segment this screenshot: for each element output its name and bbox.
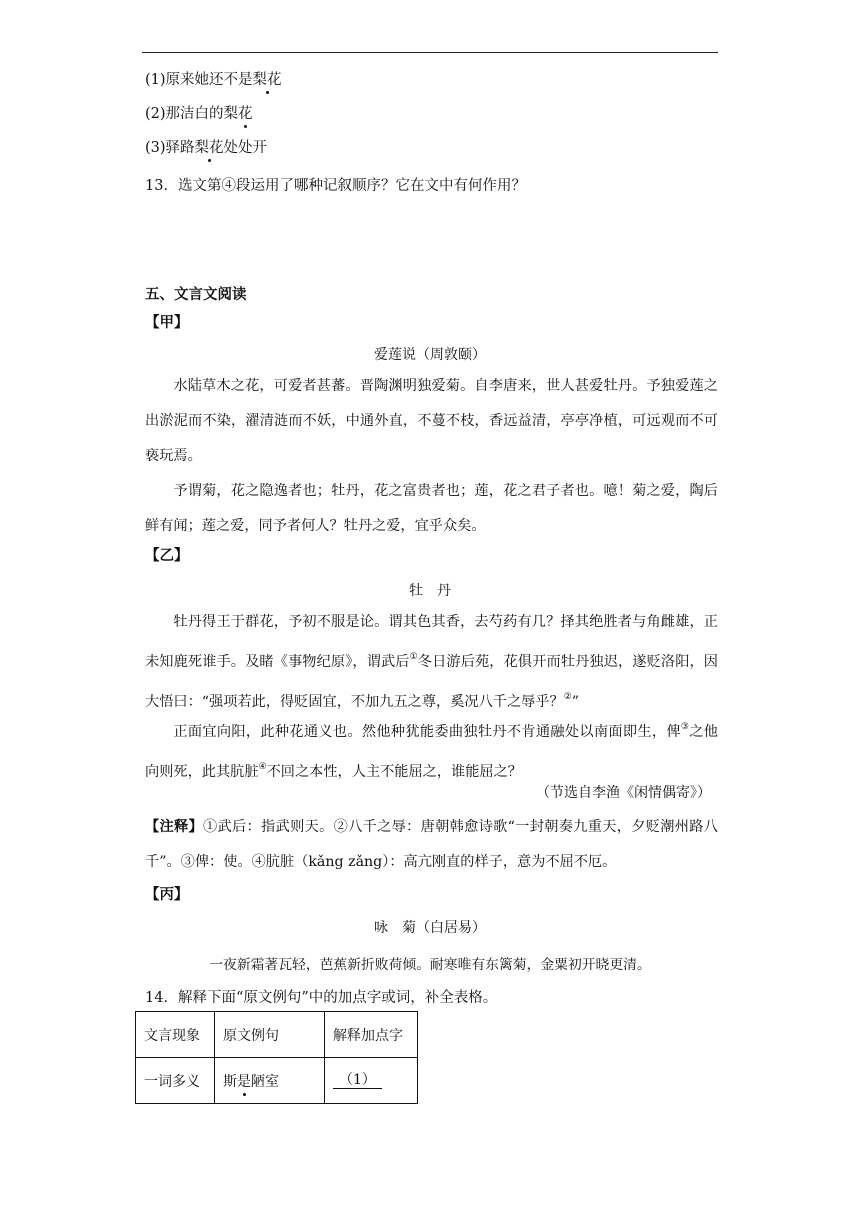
answer-blank[interactable]: （1）: [333, 1072, 382, 1089]
source-citation: （节选自李渔《闲情偶寄》）: [536, 785, 711, 801]
top-rule: [142, 52, 718, 53]
footnote-marker: ②: [563, 692, 572, 702]
question-13: 13．选文第④段运用了哪种记叙顺序？它在文中有何作用？: [145, 178, 526, 194]
passage-label-bing: 【丙】: [145, 886, 189, 903]
table-cell: 斯是陋室: [215, 1058, 325, 1104]
footnote-marker: ③: [680, 722, 690, 732]
passage-title-jia: 爱莲说（周敦颐）: [374, 347, 486, 363]
emphasis-mark: 梨花: [195, 136, 224, 157]
list-item: (3)驿路梨花处处开: [145, 136, 267, 157]
annotation-notes: 【注释】①武后：指武则天。②八千之辱：唐朝韩愈诗歌“一封朝奏九重天，夕贬潮州路八千”。③俾：使。④肮脏（kǎng zǎng）：高亢刚直的样子，意为不屈不厄。: [145, 819, 718, 870]
passage-paragraph: 牡丹得王于群花，予初不服是论。谓其色其香，去芍药有几？择其绝胜者与角雌雄，正未知鹿死谁手。及睹《事物纪原》，谓武后①冬日游后苑，花俱开而牡丹独迟，遂贬洛阳，因大悟曰：“强项若此，得贬固宜，不加九五之尊，奚况八千之辱乎？②”: [145, 614, 718, 710]
passage-label-yi: 【乙】: [145, 547, 189, 564]
question-14: 14．解释下面“原文例句”中的加点字或词，补全表格。: [145, 990, 498, 1006]
emphasis-mark: 梨花: [253, 68, 282, 89]
list-item: (1)原来她还不是梨花: [145, 68, 282, 89]
table-header-cell: 解释加点字: [325, 1012, 418, 1058]
poem-text: 一夜新霜著瓦轻，芭蕉新折败荷倾。耐寒唯有东篱菊，金粟初开晓更清。: [209, 957, 651, 973]
footnote-marker: ①: [409, 652, 418, 662]
table-cell: [325, 1058, 418, 1104]
passage-label-jia: 【甲】: [145, 314, 189, 331]
passage-title-yi: 牡 丹: [409, 583, 451, 599]
passage-paragraph: 水陆草木之花，可爱者甚蕃。晋陶渊明独爱菊。自李唐来，世人甚爱牡丹。予独爱莲之出淤泥而不染，濯清涟而不妖，中通外直，不蔓不枝，香远益清，亭亭净植，可远观而不可亵玩焉。: [145, 378, 718, 464]
table-row: [136, 1058, 418, 1104]
passage-paragraph: 予谓菊，花之隐逸者也；牡丹，花之富贵者也；莲，花之君子者也。噫！菊之爱，陶后鲜有闻；莲之爱，同予者何人？牡丹之爱，宜乎众矣。: [145, 483, 718, 534]
table-header-cell: 原文例句: [215, 1012, 325, 1058]
answer-table: [135, 1011, 418, 1104]
list-item: (2)那洁白的梨花: [145, 102, 253, 123]
emphasis-mark: 是: [237, 1071, 251, 1091]
table-header-row: [136, 1012, 418, 1058]
table-header-cell: 文言现象: [136, 1012, 215, 1058]
footnote-marker: ④: [258, 762, 267, 772]
section-heading: 五、文言文阅读: [145, 286, 247, 303]
table-cell: 一词多义: [136, 1058, 215, 1104]
emphasis-mark: 花: [238, 102, 253, 123]
passage-paragraph: 正面宜向阳，此种花通义也。然他种犹能委曲独牡丹不肯通融处以南面即生，俾③之他向则死，此其肮脏④不回之本性，人主不能屈之，谁能屈之？: [145, 722, 718, 780]
passage-title-bing: 咏 菊（白居易）: [374, 920, 486, 936]
